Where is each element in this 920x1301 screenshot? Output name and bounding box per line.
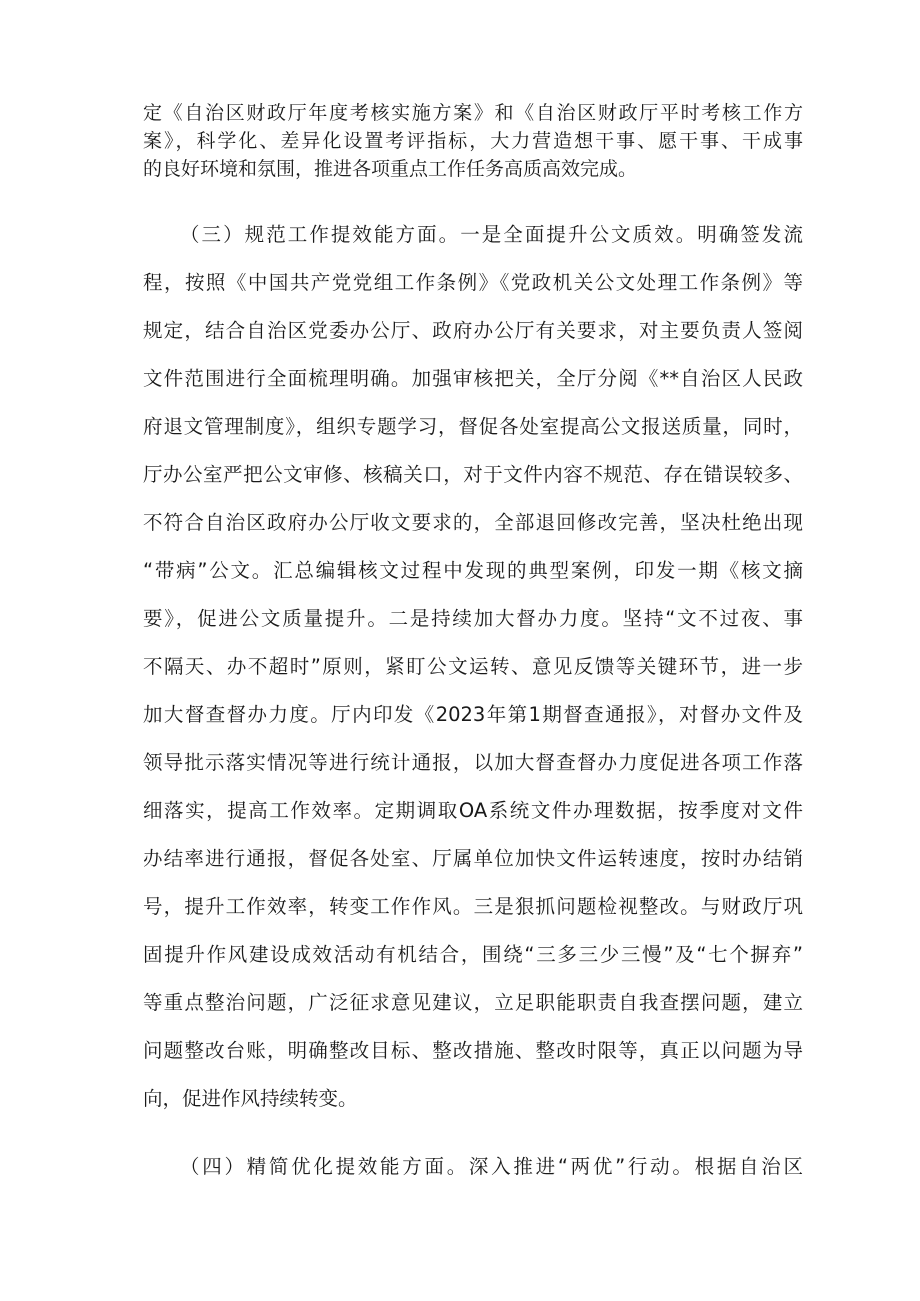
text-line: 案》，科学化、差异化设置考评指标，大力营造想干事、愿干事、干成事 bbox=[143, 130, 803, 152]
text-line: “带病”公文。汇总编辑核文过程中发现的典型案例，印发一期《核文摘 bbox=[143, 559, 803, 582]
text-line: 的良好环境和氛围，推进各项重点工作任务高质高效完成。 bbox=[143, 158, 638, 180]
text-line: 不隔天、办不超时”原则，紧盯公文运转、意见反馈等关键环节，进一步 bbox=[143, 655, 803, 678]
section-heading-line: （四）精简优化提效能方面。深入推进“两优”行动。根据自治区 bbox=[180, 1155, 803, 1178]
text-line: 领导批示落实情况等进行统计通报，以加大督查督办力度促进各项工作落 bbox=[143, 751, 803, 774]
text-line: 程，按照《中国共产党党组工作条例》《党政机关公文处理工作条例》等 bbox=[143, 271, 803, 294]
text-line: 不符合自治区政府办公厅收文要求的，全部退回修改完善，坚决杜绝出现 bbox=[143, 511, 803, 534]
text-line: 厅办公室严把公文审修、核稿关口，对于文件内容不规范、存在错误较多、 bbox=[143, 463, 803, 486]
text-line: 等重点整治问题，广泛征求意见建议，立足职能职责自我查摆问题，建立 bbox=[143, 991, 803, 1014]
text-line: 要》，促进公文质量提升。二是持续加大督办力度。坚持“文不过夜、事 bbox=[143, 607, 803, 630]
text-line: 办结率进行通报，督促各处室、厅属单位加快文件运转速度，按时办结销 bbox=[143, 847, 803, 870]
text-line: 问题整改台账，明确整改目标、整改措施、整改时限等，真正以问题为导 bbox=[143, 1039, 803, 1062]
text-line: 府退文管理制度》，组织专题学习，督促各处室提高公文报送质量，同时， bbox=[143, 415, 803, 438]
text-line: 文件范围进行全面梳理明确。加强审核把关，全厅分阅《**自治区人民政 bbox=[143, 367, 803, 390]
text-line: 号，提升工作效率，转变工作作风。三是狠抓问题检视整改。与财政厅巩 bbox=[143, 895, 803, 918]
text-line: 定《自治区财政厅年度考核实施方案》和《自治区财政厅平时考核工作方 bbox=[143, 102, 803, 124]
text-line: 细落实，提高工作效率。定期调取OA系统文件办理数据，按季度对文件 bbox=[143, 799, 803, 822]
text-line: 向，促进作风持续转变。 bbox=[143, 1087, 358, 1110]
text-line: 加大督查督办力度。厅内印发《2023年第1期督查通报》，对督办文件及 bbox=[143, 703, 803, 726]
text-line: 规定，结合自治区党委办公厅、政府办公厅有关要求，对主要负责人签阅 bbox=[143, 319, 803, 342]
text-line: 固提升作风建设成效活动有机结合，围绕“三多三少三慢”及“七个摒弃” bbox=[143, 943, 803, 966]
section-heading-line: （三）规范工作提效能方面。一是全面提升公文质效。明确签发流 bbox=[180, 223, 803, 246]
